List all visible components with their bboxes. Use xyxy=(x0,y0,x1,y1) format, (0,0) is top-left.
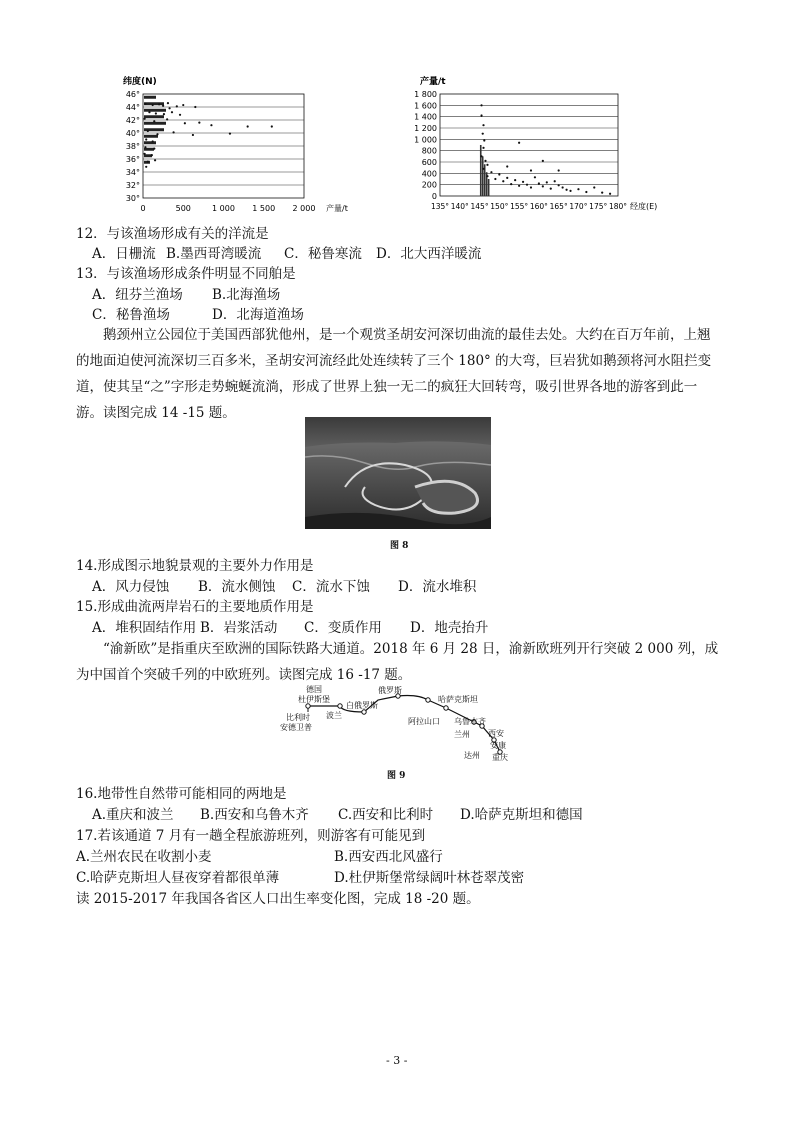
q17-options-row1 xyxy=(76,848,443,866)
chart-right-point xyxy=(522,181,524,183)
chart-left-xtick: 0 xyxy=(140,204,146,213)
chart-left-point xyxy=(156,133,158,135)
chart-right-point xyxy=(506,165,508,167)
q16-option-d[interactable]: D.哈萨克斯坦和德国 xyxy=(460,807,583,823)
chart-left-point xyxy=(210,124,212,126)
chart-right-xtick: 140° xyxy=(450,202,469,211)
q12-option-b[interactable]: B.墨西哥湾暖流 xyxy=(166,246,262,262)
q15-option-c[interactable]: C．变质作用 xyxy=(304,620,382,636)
chart-left-point xyxy=(166,118,168,120)
chart-left-density-band xyxy=(144,141,156,144)
route-label-duisburg: 杜伊斯堡 xyxy=(298,695,330,704)
chart-right-xtick: 175° xyxy=(589,202,608,211)
chart-right-point xyxy=(518,185,520,187)
chart-right-density-bar xyxy=(480,145,482,196)
chart-left-point xyxy=(152,140,154,142)
chart-right-point xyxy=(550,188,552,190)
chart-left-point xyxy=(158,103,160,105)
route-label-urumqi: 乌鲁木齐 xyxy=(454,717,486,726)
route-label-russia: 俄罗斯 xyxy=(378,686,402,695)
chart-right-point xyxy=(518,142,520,144)
chart-left-ytick: 40° xyxy=(125,129,140,138)
route-label-lanzhou: 兰州 xyxy=(454,730,470,739)
chart-right-point xyxy=(480,104,482,106)
chart-right-frame xyxy=(440,94,618,196)
chart-right-point xyxy=(530,169,532,171)
chart-right-point xyxy=(480,155,482,157)
chart-left-point xyxy=(162,105,164,107)
chart-right-point xyxy=(486,175,488,177)
chart-left-point xyxy=(147,130,149,132)
q14-option-a[interactable]: A．风力侵蚀 xyxy=(92,579,170,595)
q16-stem: 16.地带性自然带可能相同的两地是 xyxy=(76,786,287,802)
q12-options xyxy=(92,245,481,263)
route-label-xian: 西安 xyxy=(488,729,504,738)
chart-left-point xyxy=(144,146,146,148)
chart-left-point xyxy=(153,120,155,122)
q12-stem: 12．与该渔场形成有关的洋流是 xyxy=(76,226,269,242)
q12-option-a[interactable]: A．日栅流 xyxy=(92,246,156,262)
chart-left-point xyxy=(151,154,153,156)
chart-left-xtick: 1 500 xyxy=(252,204,276,213)
chart-right-ytick: 200 xyxy=(421,180,437,190)
chart-left-ylabel: 纬度(N) xyxy=(123,77,157,87)
q17-option-b[interactable]: B.西安西北风盛行 xyxy=(334,849,443,865)
chart-right-xtick: 160° xyxy=(529,202,548,211)
yuxinou-route-map xyxy=(268,682,528,764)
q14-option-d[interactable]: D．流水堆积 xyxy=(398,579,477,595)
chart-right-point xyxy=(542,160,544,162)
chart-right-point xyxy=(565,189,567,191)
latitude-yield-chart xyxy=(105,72,360,220)
chart-left-point xyxy=(194,106,196,108)
q17-option-c[interactable]: C.哈萨克斯坦人昼夜穿着都很单薄 xyxy=(76,870,280,886)
chart-right-point xyxy=(482,168,484,170)
q13-stem: 13．与该渔场形成条件明显不同舶是 xyxy=(76,266,296,282)
chart-left-point xyxy=(171,111,173,113)
chart-left-ytick: 42° xyxy=(125,116,140,125)
q15-option-b[interactable]: B．岩浆活动 xyxy=(200,620,278,636)
chart-right-point xyxy=(482,133,484,135)
chart-right-point xyxy=(562,186,564,188)
chart-right-point xyxy=(483,139,485,141)
q16-option-b[interactable]: B.西安和乌鲁木齐 xyxy=(200,807,309,823)
chart-right-xtick: 155° xyxy=(510,202,529,211)
chart-right-point xyxy=(542,185,544,187)
chart-right-point xyxy=(530,186,532,188)
passage-goosenecks: 鹅颈州立公园位于美国西部犹他州，是一个观赏圣胡安河深切曲流的最佳去处。大约在百万年前，上翘的地面迫使河流深切三百多米，圣胡安河流经此处连续转了三个 180° 的大弯，巨岩犹如鹅颈将河水阻拦变道，使其呈“之”字形走势蜿蜒流淌，形成了世界上独一无二的疯狂大回转弯，吸引世界各地的游客到此一游。读图完成 14 -15 题。 xyxy=(76,327,712,421)
route-label-poland: 波兰 xyxy=(326,711,342,720)
chart-right-point xyxy=(546,181,548,183)
passage-birth-rate: 读 2015-2017 年我国各省区人口出生率变化图，完成 18 -20 题。 xyxy=(76,891,480,907)
q13-options-row1 xyxy=(92,286,280,304)
chart-left-density-band xyxy=(144,102,164,105)
chart-right-point xyxy=(538,182,540,184)
chart-left-point xyxy=(145,138,147,140)
chart-right-point xyxy=(577,188,579,190)
chart-left-point xyxy=(168,107,170,109)
q13-option-b[interactable]: B.北海渔场 xyxy=(212,287,281,303)
route-label-chongqing: 重庆 xyxy=(492,753,508,762)
chart-right-ytick: 1 400 xyxy=(414,112,437,122)
chart-right-ytick: 1 000 xyxy=(414,135,437,145)
chart-left-ytick: 44° xyxy=(125,103,140,112)
chart-left-point xyxy=(179,114,181,116)
chart-left-point xyxy=(154,159,156,161)
chart-right-ytick: 0 xyxy=(431,192,437,201)
chart-right-point xyxy=(490,171,492,173)
q14-stem: 14.形成图示地貌景观的主要外力作用是 xyxy=(76,558,314,574)
chart-left-xtick: 500 xyxy=(175,204,191,213)
q17-option-a[interactable]: A.兰州农民在收割小麦 xyxy=(76,849,212,865)
chart-right-point xyxy=(498,173,500,175)
chart-right-point xyxy=(593,186,595,188)
route-label-antwerp: 安德卫普 xyxy=(280,723,312,732)
chart-left-point xyxy=(198,122,200,124)
route-label-ankang: 安康 xyxy=(490,741,506,750)
chart-right-xtick: 150° xyxy=(490,202,509,211)
chart-left-xlabel: 产量/t xyxy=(326,204,348,213)
route-label-alashankou: 阿拉山口 xyxy=(408,717,440,726)
q13-option-d[interactable]: D．北海道渔场 xyxy=(212,307,304,323)
chart-right-density-bar xyxy=(488,179,490,196)
chart-left-ytick: 36° xyxy=(125,155,140,164)
chart-right-point xyxy=(482,124,484,126)
chart-right-ytick: 1 600 xyxy=(414,101,437,111)
fig9-caption: 图 9 xyxy=(387,771,406,781)
goosenecks-photo xyxy=(305,417,491,529)
chart-right-ylabel: 产量/t xyxy=(420,77,446,87)
chart-right-point xyxy=(601,192,603,194)
page-number: - 3 - xyxy=(386,1054,408,1067)
chart-left-point xyxy=(247,125,249,127)
q14-option-b[interactable]: B．流水侧蚀 xyxy=(198,579,276,595)
chart-left-point xyxy=(229,133,231,135)
q15-stem: 15.形成曲流两岸岩石的主要地质作用是 xyxy=(76,599,314,615)
q15-options xyxy=(92,619,488,637)
chart-right-xtick: 170° xyxy=(569,202,588,211)
chart-right-point xyxy=(558,184,560,186)
chart-left-ytick: 30° xyxy=(125,194,140,203)
q17-options-row2 xyxy=(76,869,524,887)
chart-right-point xyxy=(506,177,508,179)
chart-left-point xyxy=(144,153,146,155)
q14-options xyxy=(92,578,476,596)
q12-option-c[interactable]: C．秘鲁寒流 xyxy=(284,246,362,262)
chart-left-xtick: 2 000 xyxy=(292,204,316,213)
chart-left-ytick: 34° xyxy=(125,168,140,177)
chart-right-point xyxy=(526,184,528,186)
chart-left-point xyxy=(153,148,155,150)
chart-right-ytick: 400 xyxy=(421,169,437,179)
chart-right-xtick: 135° xyxy=(430,202,450,211)
chart-left-density-band xyxy=(144,96,156,99)
q16-option-c[interactable]: C.西安和比利时 xyxy=(338,807,434,823)
q17-option-d[interactable]: D.杜伊斯堡常绿阔叶林苍翠茂密 xyxy=(334,870,525,886)
chart-right-xlabel: 经度(E) xyxy=(630,202,658,211)
chart-right-point xyxy=(484,160,486,162)
q14-option-c[interactable]: C．流水下蚀 xyxy=(292,579,370,595)
chart-left-point xyxy=(144,118,146,120)
route-label-kazakhstan: 哈萨克斯坦 xyxy=(438,695,478,704)
chart-right-xtick: 145° xyxy=(470,202,489,211)
q15-option-d[interactable]: D．地壳抬升 xyxy=(410,620,489,636)
q17-stem: 17.若该通道 7 月有一趟全程旅游班列，则游客有可能见到 xyxy=(76,828,426,844)
chart-left-point xyxy=(147,161,149,163)
chart-left-point xyxy=(155,112,157,114)
chart-right-point xyxy=(514,179,516,181)
chart-left-point xyxy=(182,104,184,106)
q13-option-a[interactable]: A．纽芬兰渔场 xyxy=(92,287,183,303)
route-label-germany: 德国 xyxy=(306,685,322,694)
chart-right-ytick: 1 800 xyxy=(414,90,437,99)
route-label-belgium: 比利时 xyxy=(286,713,310,722)
fig8-caption: 图 8 xyxy=(390,541,409,551)
chart-right-point xyxy=(482,147,484,149)
chart-right-xtick: 180° xyxy=(608,202,628,211)
chart-left-density-band xyxy=(144,122,166,125)
chart-right-point xyxy=(480,114,482,116)
chart-right-point xyxy=(494,178,496,180)
chart-left-point xyxy=(172,131,174,133)
chart-left-density-band xyxy=(144,115,164,118)
q15-option-a[interactable]: A．堆积固结作用 xyxy=(92,620,197,636)
chart-left-density-band xyxy=(144,109,166,112)
chart-left-point xyxy=(144,103,146,105)
chart-left-point xyxy=(163,113,165,115)
chart-left-density-band xyxy=(144,135,158,138)
chart-left-ytick: 46° xyxy=(125,90,140,99)
chart-left-point xyxy=(184,122,186,124)
chart-right-point xyxy=(558,169,560,171)
chart-right-point xyxy=(609,193,611,195)
chart-right-point xyxy=(534,176,536,178)
chart-right-point xyxy=(554,180,556,182)
chart-right-xtick: 165° xyxy=(549,202,568,211)
chart-left-point xyxy=(176,105,178,107)
longitude-yield-chart xyxy=(398,72,683,220)
chart-left-point xyxy=(145,166,147,168)
chart-right-point xyxy=(486,164,488,166)
chart-right-density-bar xyxy=(482,156,484,196)
chart-right-point xyxy=(510,183,512,185)
passage-yuxinou: “渝新欧”是指重庆至欧洲的国际铁路大通道。2018 年 6 月 28 日，渝新欧班列开行突破 2 000 列，成为中国首个突破千列的中欧班列。读图完成 16 -17 题。 xyxy=(76,641,719,683)
chart-left-ytick: 38° xyxy=(125,142,140,151)
q13-option-c[interactable]: C．秘鲁渔场 xyxy=(92,307,170,323)
q12-option-d[interactable]: D．北大西洋暖流 xyxy=(376,246,482,262)
q16-options xyxy=(92,806,583,824)
chart-right-point xyxy=(569,190,571,192)
route-label-belarus: 白俄罗斯 xyxy=(346,701,378,710)
chart-left-point xyxy=(271,125,273,127)
q16-option-a[interactable]: A.重庆和波兰 xyxy=(92,807,174,823)
chart-left-ytick: 32° xyxy=(125,181,140,190)
chart-left-point xyxy=(152,104,154,106)
chart-right-ytick: 800 xyxy=(421,146,437,156)
chart-left-point xyxy=(148,111,150,113)
chart-left-point xyxy=(192,134,194,136)
chart-left-xtick: 1 000 xyxy=(212,204,235,213)
chart-right-ytick: 600 xyxy=(421,158,437,167)
chart-right-point xyxy=(502,180,504,182)
chart-left-point xyxy=(167,102,169,104)
chart-right-ytick: 1 200 xyxy=(414,124,437,133)
chart-right-point xyxy=(585,191,587,193)
route-label-dazhou: 达州 xyxy=(464,751,480,760)
